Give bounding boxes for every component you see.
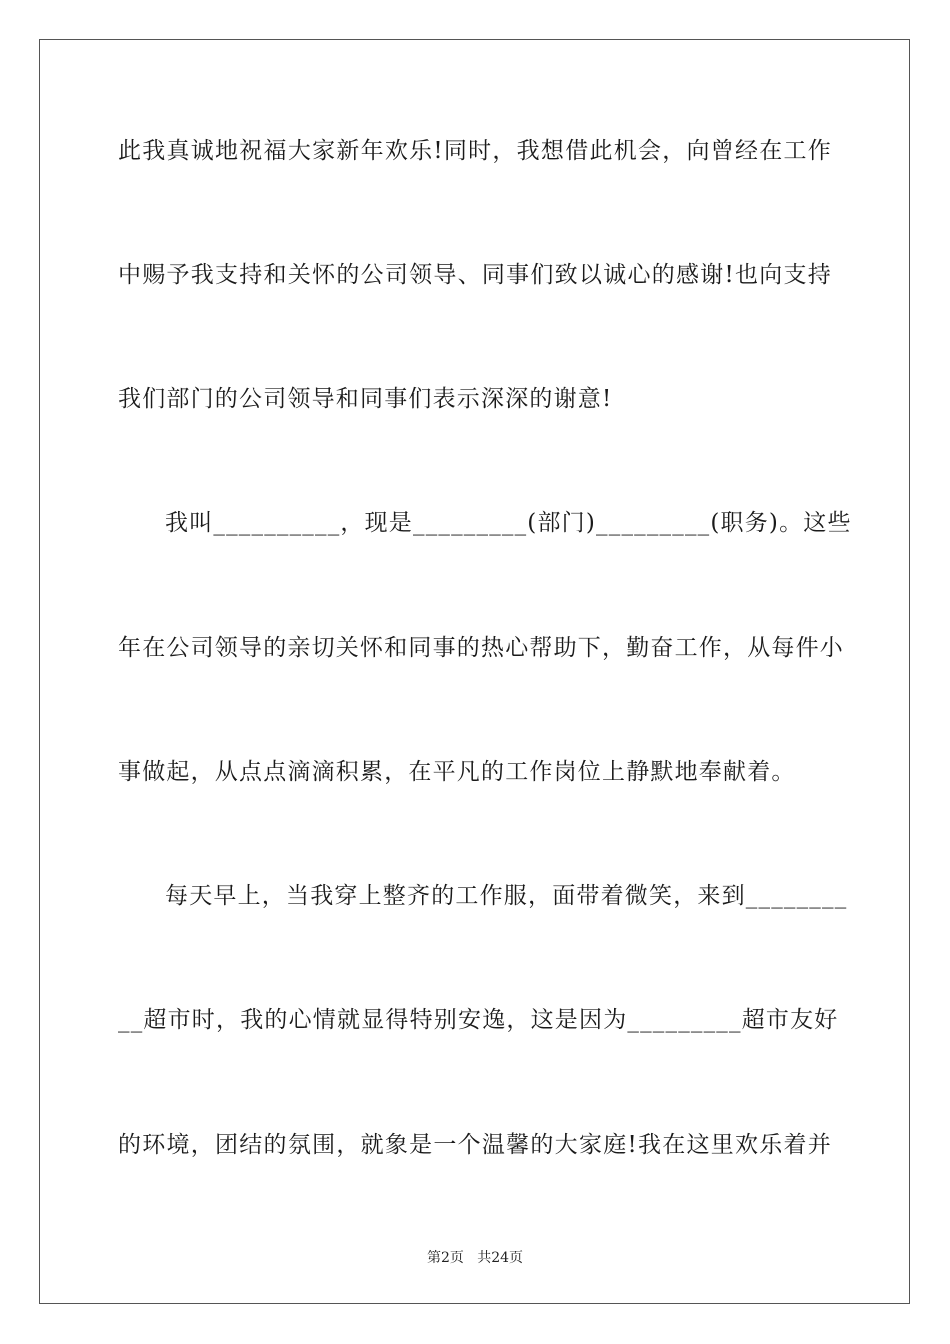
text-line-1: 此我真诚地祝福大家新年欢乐!同时，我想借此机会，向曾经在工作 [118,138,832,164]
text-line-6: 事做起，从点点滴滴积累，在平凡的工作岗位上静默地奉献着。 [118,759,796,785]
text-line-9: 的环境，团结的氛围，就象是一个温馨的大家庭!我在这里欢乐着并 [118,1132,832,1158]
text-line-8: __超市时，我的心情就显得特别安逸，这是因为_________超市友好 [118,1007,839,1033]
text-line-5: 年在公司领导的亲切关怀和同事的热心帮助下，勤奋工作，从每件小 [118,635,844,661]
text-line-7: 每天早上，当我穿上整齐的工作服，面带着微笑，来到________ [165,883,848,909]
page-number-footer: 第2页 共24页 [426,1250,524,1266]
text-line-3: 我们部门的公司领导和同事们表示深深的谢意! [118,386,613,412]
text-line-2: 中赐予我支持和关怀的公司领导、同事们致以诚心的感谢!也向支持 [118,262,832,288]
page-border [39,39,910,1304]
text-line-4: 我叫__________，现是_________(部门)_________(职务)。这些 [165,510,852,536]
